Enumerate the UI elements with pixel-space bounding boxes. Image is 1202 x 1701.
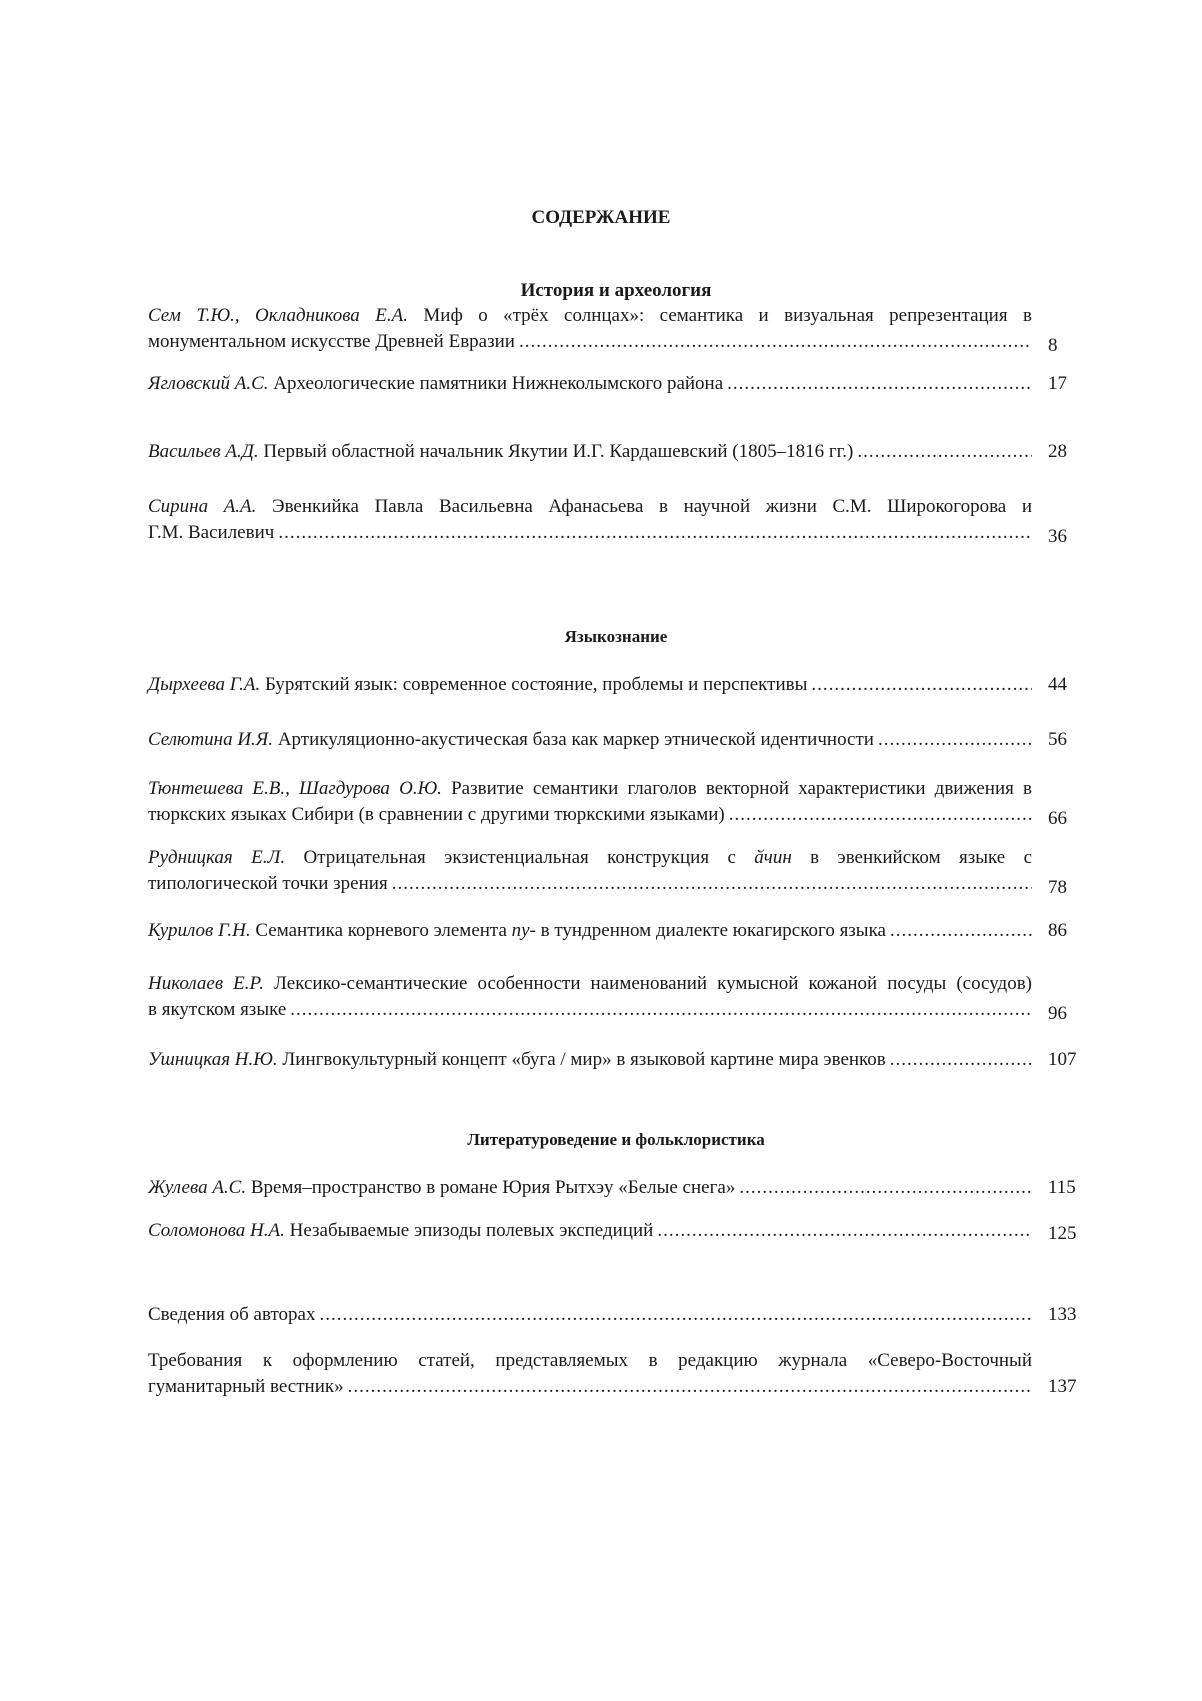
- toc-entry-page: 28: [1048, 441, 1067, 462]
- toc-entry-title: Семантика корневого элемента: [250, 920, 512, 941]
- toc-entry-page: 8: [1048, 335, 1058, 356]
- toc-entry-author: Соломонова Н.А.: [148, 1220, 285, 1241]
- toc-entry[interactable]: [148, 303, 1072, 355]
- toc-entry-title-continued: гуманитарный вестник»: [148, 1376, 344, 1397]
- toc-entry-page: 36: [1048, 526, 1067, 547]
- toc-entry-author: Ушницкая Н.Ю.: [148, 1049, 278, 1070]
- toc-entry-line: [148, 997, 1032, 1023]
- section-heading-literature: Литературоведение и фольклористика: [467, 1130, 765, 1149]
- toc-entry[interactable]: [148, 672, 1072, 698]
- toc-entry[interactable]: [148, 1302, 1077, 1328]
- toc-entry-page: 133: [1048, 1304, 1077, 1325]
- toc-entry-line: [148, 918, 1032, 944]
- toc-entry-line: [148, 1175, 1032, 1201]
- dot-leader: [857, 439, 1032, 465]
- toc-entry[interactable]: [148, 439, 1072, 465]
- toc-entry-title-continued: в якутском языке: [148, 999, 287, 1020]
- toc-entry-title: Лингвокультурный концепт «буга / мир» в языковой картине мира эвенков: [277, 1049, 886, 1070]
- toc-entry-author: Ягловский А.С.: [148, 373, 269, 394]
- dot-leader: [290, 997, 1032, 1023]
- toc-entry-title-continued: Г.М. Василевич: [148, 522, 275, 543]
- toc-entry-title: Бурятский язык: современное состояние, проблемы и перспективы: [260, 674, 808, 695]
- toc-entry-author: Васильев А.Д.: [148, 441, 259, 462]
- toc-entry-page: 107: [1048, 1049, 1077, 1070]
- toc-entry[interactable]: [148, 971, 1072, 1023]
- dot-leader: [657, 1218, 1032, 1244]
- toc-entry-line: [148, 303, 1032, 329]
- dot-leader: [729, 802, 1032, 828]
- toc-entry-line: [148, 727, 1032, 753]
- toc-entry-line: [148, 672, 1032, 698]
- toc-entry-page: 137: [1048, 1376, 1077, 1397]
- dot-leader: [519, 329, 1032, 355]
- toc-entry-term: пу-: [511, 920, 536, 941]
- toc-entry-page: 56: [1048, 729, 1067, 750]
- toc-entry-title: в эвенкийском языке с: [791, 847, 1032, 868]
- toc-entry-page: 125: [1048, 1223, 1077, 1244]
- toc-entry-page: 17: [1048, 373, 1067, 394]
- toc-entry-title: Лексико-семантические особенности наименований кумысной кожаной посуды (сосудов): [263, 973, 1033, 994]
- toc-entry-title: Первый областной начальник Якутии И.Г. Кардашевский (1805–1816 гг.): [258, 441, 854, 462]
- toc-entry-line: [148, 1348, 1032, 1374]
- toc-entry-line: [148, 1374, 1032, 1400]
- toc-entry-line: [148, 845, 1032, 871]
- section-heading-linguistics: Языкознание: [564, 627, 668, 646]
- dot-leader: [878, 727, 1032, 753]
- toc-entry-line: [148, 494, 1032, 520]
- dot-leader: [727, 371, 1032, 397]
- toc-entry-title: Миф о «трёх солнцах»: семантика и визуальная репрезентация в: [407, 305, 1032, 326]
- toc-entry-author: Тюнтешева Е.В., Шагдурова О.Ю.: [148, 778, 442, 799]
- dot-leader: [348, 1374, 1032, 1400]
- section-heading-history: История и археология: [520, 280, 712, 301]
- toc-entry-author: Селютина И.Я.: [148, 729, 274, 750]
- toc-entry-line: [148, 1047, 1032, 1073]
- toc-entry-line: [148, 520, 1032, 546]
- toc-entry-line: [148, 776, 1032, 802]
- toc-entry-line: [148, 439, 1032, 465]
- toc-entry-author: Курилов Г.Н.: [148, 920, 251, 941]
- toc-entry-page: 115: [1048, 1177, 1076, 1198]
- toc-entry-title: Незабываемые эпизоды полевых экспедиций: [284, 1220, 654, 1241]
- toc-entry-title: Сведения об авторах: [148, 1304, 316, 1325]
- toc-entry-line: [148, 871, 1032, 897]
- toc-entry-line: [148, 1302, 1032, 1328]
- toc-entry[interactable]: [148, 1047, 1077, 1073]
- toc-entry-author: Сирина А.А.: [148, 496, 257, 517]
- toc-entry[interactable]: [148, 1175, 1076, 1201]
- toc-entry-title-continued: монументальном искусстве Древней Евразии: [148, 331, 515, 352]
- page-title: СОДЕРЖАНИЕ: [531, 207, 671, 228]
- toc-entry-title: Развитие семантики глаголов векторной характеристики движения в: [441, 778, 1033, 799]
- toc-entry-page: 78: [1048, 877, 1067, 898]
- toc-entry-title: Эвенкийка Павла Васильевна Афанасьева в научной жизни С.М. Широкогорова и: [256, 496, 1032, 517]
- toc-entry-author: Дырхеева Г.А.: [148, 674, 261, 695]
- toc-entry-title-continued: тюркских языках Сибири (в сравнении с другими тюркскими языками): [148, 804, 725, 825]
- dot-leader: [319, 1302, 1032, 1328]
- toc-entry[interactable]: [148, 845, 1072, 897]
- toc-entry-author: Рудницкая Е.Л.: [148, 847, 286, 868]
- toc-entry[interactable]: [148, 371, 1072, 397]
- toc-entry-page: 96: [1048, 1003, 1067, 1024]
- toc-entry-author: Сем Т.Ю., Окладникова Е.А.: [148, 305, 408, 326]
- toc-entry-line: [148, 802, 1032, 828]
- dot-leader: [811, 672, 1032, 698]
- toc-entry-page: 86: [1048, 920, 1067, 941]
- toc-entry-title-continued: типологической точки зрения: [148, 873, 388, 894]
- dot-leader: [890, 918, 1032, 944]
- dot-leader: [890, 1047, 1032, 1073]
- dot-leader: [392, 871, 1032, 897]
- toc-entry-title: Археологические памятники Нижнеколымского района: [268, 373, 724, 394]
- toc-entry-author: Николаев Е.Р.: [148, 973, 264, 994]
- toc-entry[interactable]: [148, 494, 1072, 546]
- toc-entry-title: в тундренном диалекте юкагирского языка: [535, 920, 886, 941]
- toc-entry-page: 44: [1048, 674, 1067, 695]
- toc-entry[interactable]: [148, 727, 1072, 753]
- toc-entry-title: Артикуляционно-акустическая база как маркер этнической идентичности: [273, 729, 874, 750]
- dot-leader: [739, 1175, 1032, 1201]
- toc-entry-line: [148, 1218, 1032, 1244]
- toc-entry-line: [148, 371, 1032, 397]
- toc-entry-title: Время–пространство в романе Юрия Рытхэу «Белые снега»: [246, 1177, 736, 1198]
- toc-entry[interactable]: [148, 1218, 1077, 1244]
- toc-entry-author: Жулева А.С.: [148, 1177, 247, 1198]
- toc-entry-line: [148, 329, 1032, 355]
- toc-entry[interactable]: [148, 918, 1072, 944]
- toc-entry-line: [148, 971, 1032, 997]
- dot-leader: [278, 520, 1032, 546]
- toc-entry[interactable]: [148, 776, 1072, 828]
- toc-entry-page: 66: [1048, 808, 1067, 829]
- toc-entry-title: Отрицательная экзистенциальная конструкция с: [285, 847, 755, 868]
- toc-entry[interactable]: [148, 1348, 1077, 1400]
- toc-entry-term: ӑчин: [754, 847, 792, 868]
- toc-entry-title: Требования к оформлению статей, представляемых в редакцию журнала «Северо-Восточный: [148, 1350, 1032, 1371]
